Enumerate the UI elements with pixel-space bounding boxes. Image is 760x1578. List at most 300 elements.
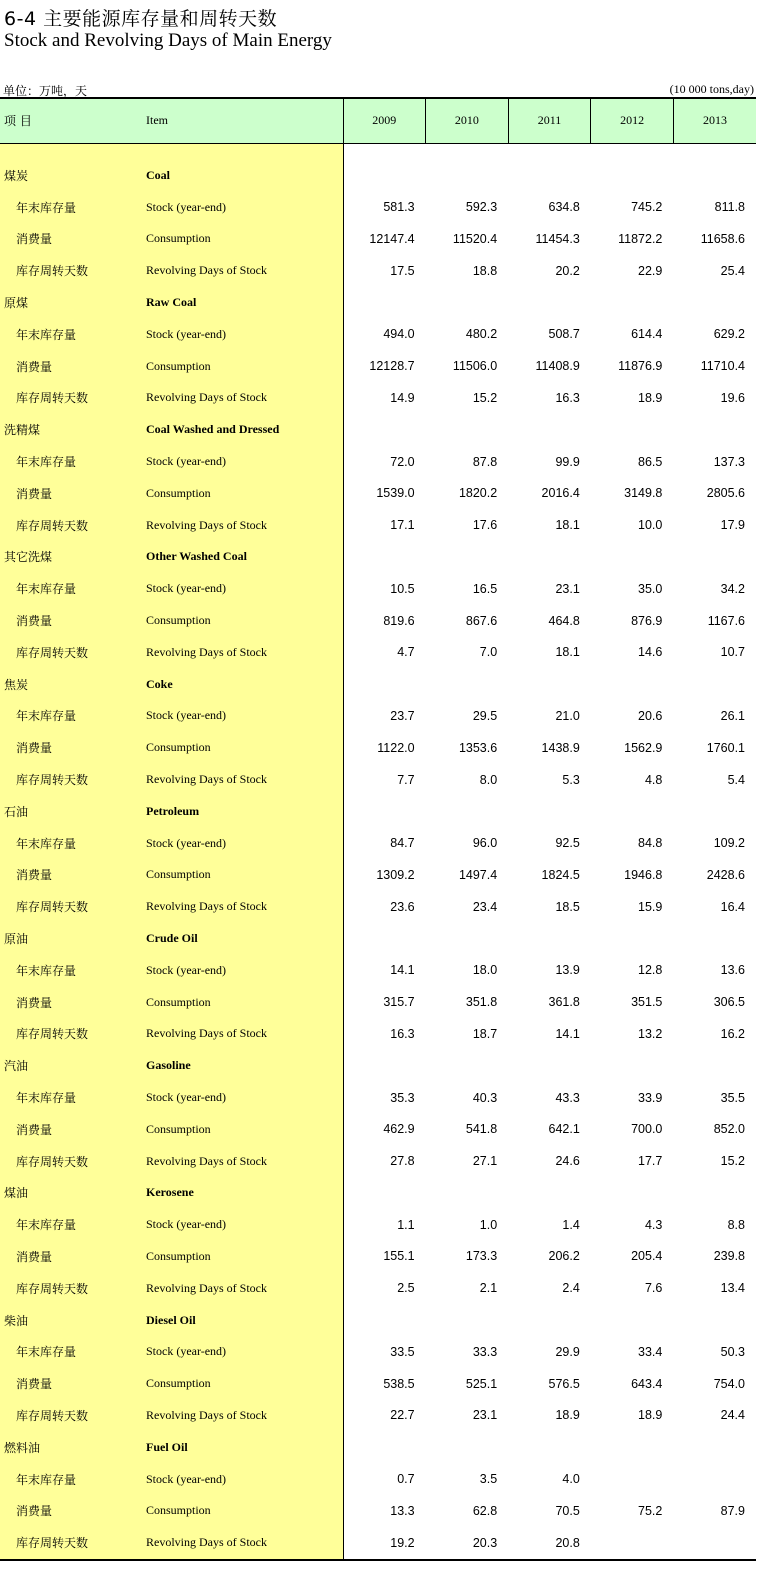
value-cell: 2805.6 — [706, 486, 745, 501]
table-body — [0, 143, 756, 1560]
value-cell: 3.5 — [479, 1472, 498, 1487]
value-cell: 173.3 — [465, 1249, 498, 1264]
value-cell: 876.9 — [631, 613, 663, 628]
category-name-english: Fuel Oil — [142, 1431, 343, 1463]
value-cell: 35.0 — [638, 581, 663, 596]
empty-cell — [508, 668, 591, 700]
value-cell: 13.3 — [390, 1503, 415, 1518]
value-cell: 538.5 — [383, 1376, 415, 1391]
empty-cell — [508, 160, 591, 192]
category-name-english: Coke — [142, 668, 343, 700]
consumption-row — [0, 350, 756, 382]
value-cell: 8.0 — [479, 772, 498, 787]
category-name-english: Other Washed Coal — [142, 541, 343, 573]
value-cell: 96.0 — [472, 836, 498, 851]
value-cell: 33.4 — [638, 1344, 663, 1359]
empty-cell — [673, 1431, 756, 1463]
category-row — [0, 923, 756, 955]
category-name-english: Gasoline — [142, 1050, 343, 1082]
value-cell: 33.3 — [472, 1344, 498, 1359]
value-cell: 206.2 — [548, 1249, 580, 1264]
empty-cell — [673, 668, 756, 700]
empty-cell — [343, 1177, 426, 1209]
row-label-english: Revolving Days of Stock — [142, 1018, 343, 1050]
value-cell: 43.3 — [555, 1090, 580, 1105]
value-cell: 12147.4 — [369, 231, 415, 246]
value-cell: 22.7 — [390, 1408, 415, 1423]
value-cell: 23.1 — [555, 581, 580, 596]
value-cell: 18.1 — [555, 518, 580, 533]
value-cell: 1539.0 — [376, 486, 415, 501]
category-row — [0, 668, 756, 700]
row-label-english: Revolving Days of Stock — [142, 1400, 343, 1432]
empty-cell — [673, 1177, 756, 1209]
row-label-chinese: 消费量 — [0, 1368, 142, 1400]
empty-cell — [426, 1177, 509, 1209]
value-cell: 75.2 — [638, 1503, 663, 1518]
consumption-row — [0, 477, 756, 509]
empty-cell — [591, 541, 674, 573]
empty-cell — [673, 287, 756, 319]
category-name-english: Raw Coal — [142, 287, 343, 319]
empty-cell — [426, 1304, 509, 1336]
value-cell: 11872.2 — [618, 231, 663, 246]
row-label-english: Revolving Days of Stock — [142, 1272, 343, 1304]
empty-cell — [508, 1431, 591, 1463]
category-name-chinese: 其它洗煤 — [0, 541, 142, 573]
empty-cell — [343, 414, 426, 446]
empty-cell — [591, 1050, 674, 1082]
value-cell: 464.8 — [548, 613, 580, 628]
row-label-english: Consumption — [142, 605, 343, 637]
value-cell: 2.4 — [562, 1281, 580, 1296]
consumption-row — [0, 223, 756, 255]
value-cell: 16.5 — [472, 581, 498, 596]
row-label-chinese: 年末库存量 — [0, 318, 142, 350]
row-label-english: Consumption — [142, 1113, 343, 1145]
row-label-chinese: 消费量 — [0, 859, 142, 891]
value-cell: 50.3 — [720, 1344, 745, 1359]
stock-row — [0, 827, 756, 859]
value-cell: 13.6 — [720, 963, 745, 978]
value-cell: 361.8 — [548, 995, 580, 1010]
header-year: 2009 — [343, 98, 426, 143]
value-cell: 27.8 — [390, 1154, 415, 1169]
value-cell: 819.6 — [383, 613, 415, 628]
value-cell: 20.3 — [426, 1527, 509, 1560]
empty-cell — [343, 668, 426, 700]
value-cell: 15.2 — [472, 390, 498, 405]
value-cell: 99.9 — [555, 454, 580, 469]
empty-cell — [673, 414, 756, 446]
category-name-chinese: 煤油 — [0, 1177, 142, 1209]
value-cell: 614.4 — [631, 327, 663, 342]
row-label-chinese: 库存周转天数 — [0, 1400, 142, 1432]
empty-cell — [508, 1177, 591, 1209]
value-cell: 23.6 — [390, 899, 415, 914]
row-label-chinese: 年末库存量 — [0, 1463, 142, 1495]
value-cell: 592.3 — [465, 200, 498, 215]
revolving-days-row — [0, 764, 756, 796]
value-cell: 1497.4 — [458, 867, 498, 882]
value-cell: 11408.9 — [535, 359, 580, 374]
empty-cell — [343, 1050, 426, 1082]
revolving-days-row — [0, 1272, 756, 1304]
value-cell: 18.1 — [555, 645, 580, 660]
empty-cell — [591, 160, 674, 192]
empty-cell — [343, 1304, 426, 1336]
title-chinese: 6-4 主要能源库存量和周转天数 — [4, 8, 278, 30]
empty-cell — [426, 541, 509, 573]
row-label-chinese: 消费量 — [0, 350, 142, 382]
value-cell: 1.1 — [397, 1217, 415, 1232]
value-cell: 462.9 — [383, 1122, 415, 1137]
value-cell: 92.5 — [555, 836, 580, 851]
row-label-chinese: 消费量 — [0, 1241, 142, 1273]
header-item-english: Item — [142, 98, 343, 143]
stock-row — [0, 1209, 756, 1241]
consumption-row — [0, 986, 756, 1018]
category-name-chinese: 石油 — [0, 795, 142, 827]
value-cell: 4.8 — [644, 772, 663, 787]
row-label-chinese: 库存周转天数 — [0, 1145, 142, 1177]
category-row — [0, 1050, 756, 1082]
value-cell: 494.0 — [383, 327, 415, 342]
value-cell: 29.5 — [472, 708, 498, 723]
value-cell: 16.3 — [555, 390, 580, 405]
value-cell: 35.5 — [720, 1090, 745, 1105]
value-cell: 1122.0 — [377, 740, 415, 755]
value-cell: 2.1 — [479, 1281, 498, 1296]
empty-cell — [591, 1177, 674, 1209]
value-cell: 86.5 — [638, 454, 663, 469]
value-cell: 5.3 — [562, 772, 580, 787]
empty-cell — [343, 923, 426, 955]
category-name-english: Coal — [142, 160, 343, 192]
value-cell: 1562.9 — [624, 740, 663, 755]
consumption-row — [0, 1368, 756, 1400]
value-cell: 19.6 — [720, 390, 745, 405]
value-cell: 10.5 — [390, 581, 415, 596]
value-cell: 18.7 — [472, 1026, 498, 1041]
value-cell: 19.2 — [343, 1527, 426, 1560]
empty-cell — [426, 414, 509, 446]
empty-cell — [426, 923, 509, 955]
row-label-chinese: 库存周转天数 — [0, 1527, 142, 1560]
row-label-english: Stock (year-end) — [142, 318, 343, 350]
empty-cell — [673, 923, 756, 955]
value-cell: 1167.6 — [707, 613, 745, 628]
header-year: 2012 — [591, 98, 674, 143]
revolving-days-row — [0, 509, 756, 541]
value-cell: 11710.4 — [700, 359, 745, 374]
header-item-chinese: 项 目 — [0, 98, 142, 143]
value-cell: 13.4 — [720, 1281, 745, 1296]
empty-cell — [591, 287, 674, 319]
row-label-english: Consumption — [142, 477, 343, 509]
empty-cell — [673, 160, 756, 192]
value-cell: 24.4 — [720, 1408, 745, 1423]
value-cell: 1.0 — [479, 1217, 498, 1232]
row-label-chinese: 消费量 — [0, 605, 142, 637]
value-cell: 109.2 — [713, 836, 745, 851]
consumption-row — [0, 605, 756, 637]
value-cell: 1760.1 — [706, 740, 745, 755]
empty-cell — [591, 1431, 674, 1463]
row-label-english: Stock (year-end) — [142, 954, 343, 986]
value-cell: 480.2 — [465, 327, 498, 342]
value-cell — [591, 1527, 674, 1560]
value-cell: 11520.4 — [452, 231, 498, 246]
row-label-chinese: 年末库存量 — [0, 1336, 142, 1368]
empty-cell — [343, 541, 426, 573]
value-cell: 0.7 — [397, 1472, 415, 1487]
consumption-row — [0, 859, 756, 891]
category-name-english: Kerosene — [142, 1177, 343, 1209]
category-row — [0, 287, 756, 319]
value-cell: 351.8 — [465, 995, 498, 1010]
value-cell: 23.7 — [390, 708, 415, 723]
value-cell: 40.3 — [472, 1090, 498, 1105]
row-label-english: Consumption — [142, 223, 343, 255]
value-cell: 1309.2 — [376, 867, 415, 882]
value-cell: 17.1 — [390, 518, 415, 533]
value-cell: 20.2 — [555, 263, 580, 278]
category-row — [0, 795, 756, 827]
value-cell: 12128.7 — [369, 359, 415, 374]
value-cell: 306.5 — [713, 995, 745, 1010]
category-row — [0, 1431, 756, 1463]
value-cell: 1820.2 — [458, 486, 498, 501]
value-cell: 18.8 — [472, 263, 498, 278]
row-label-english: Revolving Days of Stock — [142, 509, 343, 541]
value-cell: 7.7 — [397, 772, 415, 787]
row-label-chinese: 年末库存量 — [0, 446, 142, 478]
empty-cell — [508, 541, 591, 573]
row-label-chinese: 库存周转天数 — [0, 255, 142, 287]
category-name-chinese: 煤炭 — [0, 160, 142, 192]
revolving-days-row — [0, 1400, 756, 1432]
row-label-chinese: 消费量 — [0, 223, 142, 255]
row-label-chinese: 消费量 — [0, 1495, 142, 1527]
value-cell: 1353.6 — [458, 740, 498, 755]
category-name-chinese: 汽油 — [0, 1050, 142, 1082]
value-cell: 525.1 — [465, 1376, 498, 1391]
value-cell: 14.1 — [390, 963, 415, 978]
table-header-row — [0, 98, 756, 143]
row-label-chinese: 年末库存量 — [0, 1209, 142, 1241]
value-cell: 62.8 — [472, 1503, 498, 1518]
value-cell: 1946.8 — [624, 867, 663, 882]
stock-row — [0, 1336, 756, 1368]
row-label-chinese: 库存周转天数 — [0, 382, 142, 414]
value-cell: 18.0 — [472, 963, 498, 978]
value-cell: 18.9 — [555, 1408, 580, 1423]
value-cell: 23.1 — [472, 1408, 498, 1423]
category-name-english: Petroleum — [142, 795, 343, 827]
value-cell: 4.0 — [562, 1472, 580, 1487]
energy-stock-table-container — [0, 97, 756, 1561]
value-cell: 16.2 — [720, 1026, 745, 1041]
row-label-chinese: 年末库存量 — [0, 954, 142, 986]
value-cell: 541.8 — [465, 1122, 498, 1137]
empty-cell — [508, 795, 591, 827]
value-cell: 315.7 — [383, 995, 415, 1010]
value-cell: 11454.3 — [535, 231, 580, 246]
row-label-english: Stock (year-end) — [142, 1336, 343, 1368]
value-cell: 2428.6 — [706, 867, 745, 882]
empty-cell — [508, 1304, 591, 1336]
value-cell: 1824.5 — [541, 867, 580, 882]
row-label-english: Revolving Days of Stock — [142, 382, 343, 414]
row-label-chinese: 年末库存量 — [0, 573, 142, 605]
value-cell: 11876.9 — [618, 359, 663, 374]
revolving-days-row — [0, 1527, 756, 1560]
empty-cell — [673, 1304, 756, 1336]
row-label-chinese: 库存周转天数 — [0, 1018, 142, 1050]
value-cell: 14.1 — [555, 1026, 580, 1041]
empty-cell — [508, 287, 591, 319]
empty-cell — [591, 668, 674, 700]
value-cell: 18.5 — [555, 899, 580, 914]
value-cell: 700.0 — [631, 1122, 663, 1137]
row-label-english: Stock (year-end) — [142, 700, 343, 732]
value-cell: 7.6 — [644, 1281, 663, 1296]
value-cell: 18.9 — [638, 1408, 663, 1423]
value-cell: 27.1 — [472, 1154, 498, 1169]
value-cell: 867.6 — [465, 613, 498, 628]
row-label-english: Consumption — [142, 1368, 343, 1400]
value-cell: 21.0 — [555, 708, 580, 723]
value-cell — [673, 1527, 756, 1560]
value-cell: 2016.4 — [541, 486, 580, 501]
empty-cell — [343, 287, 426, 319]
row-label-english: Revolving Days of Stock — [142, 636, 343, 668]
value-cell: 14.9 — [390, 390, 415, 405]
value-cell: 634.8 — [548, 200, 580, 215]
row-label-chinese: 库存周转天数 — [0, 636, 142, 668]
row-label-english: Consumption — [142, 859, 343, 891]
empty-cell — [508, 1050, 591, 1082]
value-cell: 29.9 — [555, 1344, 580, 1359]
stock-row — [0, 191, 756, 223]
consumption-row — [0, 1241, 756, 1273]
empty-cell — [426, 1431, 509, 1463]
stock-row — [0, 954, 756, 986]
empty-cell — [591, 414, 674, 446]
category-row — [0, 1177, 756, 1209]
value-cell: 33.9 — [638, 1090, 663, 1105]
value-cell: 852.0 — [713, 1122, 745, 1137]
category-name-english: Crude Oil — [142, 923, 343, 955]
row-label-english: Consumption — [142, 1241, 343, 1273]
header-year: 2010 — [426, 98, 509, 143]
energy-stock-table — [0, 97, 756, 1561]
row-label-chinese: 年末库存量 — [0, 191, 142, 223]
value-cell: 8.8 — [727, 1217, 745, 1232]
stock-row — [0, 1463, 756, 1495]
value-cell: 155.1 — [383, 1249, 415, 1264]
empty-cell — [591, 1304, 674, 1336]
row-label-chinese: 消费量 — [0, 986, 142, 1018]
row-label-english: Stock (year-end) — [142, 1209, 343, 1241]
unit-chinese: 单位：万吨，天 — [3, 84, 88, 98]
category-name-english: Coal Washed and Dressed — [142, 414, 343, 446]
value-cell: 17.9 — [720, 518, 745, 533]
value-cell: 16.4 — [720, 899, 745, 914]
value-cell: 20.6 — [638, 708, 663, 723]
value-cell: 17.7 — [638, 1154, 663, 1169]
stock-row — [0, 318, 756, 350]
value-cell: 629.2 — [713, 327, 745, 342]
row-label-english: Stock (year-end) — [142, 827, 343, 859]
empty-cell — [591, 795, 674, 827]
category-row — [0, 541, 756, 573]
stock-row — [0, 1082, 756, 1114]
empty-cell — [426, 287, 509, 319]
value-cell: 754.0 — [713, 1376, 745, 1391]
category-name-chinese: 原油 — [0, 923, 142, 955]
value-cell: 239.8 — [713, 1249, 745, 1264]
category-name-chinese: 洗精煤 — [0, 414, 142, 446]
consumption-row — [0, 1495, 756, 1527]
revolving-days-row — [0, 255, 756, 287]
value-cell: 22.9 — [638, 263, 663, 278]
row-label-english: Stock (year-end) — [142, 1463, 343, 1495]
value-cell: 10.7 — [720, 645, 745, 660]
row-label-english: Revolving Days of Stock — [142, 1145, 343, 1177]
value-cell: 87.8 — [472, 454, 498, 469]
value-cell: 642.1 — [548, 1122, 580, 1137]
row-label-english: Revolving Days of Stock — [142, 255, 343, 287]
row-label-english: Stock (year-end) — [142, 446, 343, 478]
value-cell: 35.3 — [390, 1090, 415, 1105]
revolving-days-row — [0, 382, 756, 414]
value-cell: 3149.8 — [624, 486, 663, 501]
category-row — [0, 160, 756, 192]
empty-cell — [591, 923, 674, 955]
revolving-days-row — [0, 1018, 756, 1050]
row-label-chinese: 消费量 — [0, 1113, 142, 1145]
row-label-english: Stock (year-end) — [142, 191, 343, 223]
empty-cell — [343, 1431, 426, 1463]
value-cell: 7.0 — [479, 645, 498, 660]
row-label-english: Revolving Days of Stock — [142, 891, 343, 923]
row-label-chinese: 库存周转天数 — [0, 764, 142, 796]
value-cell: 15.2 — [720, 1154, 745, 1169]
table-spacer-row — [0, 143, 756, 160]
value-cell: 13.9 — [555, 963, 580, 978]
value-cell: 576.5 — [548, 1376, 580, 1391]
empty-cell — [426, 1050, 509, 1082]
value-cell: 26.1 — [720, 708, 745, 723]
category-name-chinese: 焦炭 — [0, 668, 142, 700]
stock-row — [0, 573, 756, 605]
category-name-chinese: 柴油 — [0, 1304, 142, 1336]
value-cell: 20.8 — [508, 1527, 591, 1560]
category-name-english: Diesel Oil — [142, 1304, 343, 1336]
value-cell: 508.7 — [548, 327, 580, 342]
row-label-english: Consumption — [142, 350, 343, 382]
row-label-english: Consumption — [142, 986, 343, 1018]
row-label-chinese: 消费量 — [0, 732, 142, 764]
value-cell: 137.3 — [713, 454, 745, 469]
value-cell: 10.0 — [638, 518, 663, 533]
empty-cell — [508, 923, 591, 955]
value-cell: 11506.0 — [452, 359, 498, 374]
value-cell: 15.9 — [638, 899, 663, 914]
empty-cell — [343, 160, 426, 192]
